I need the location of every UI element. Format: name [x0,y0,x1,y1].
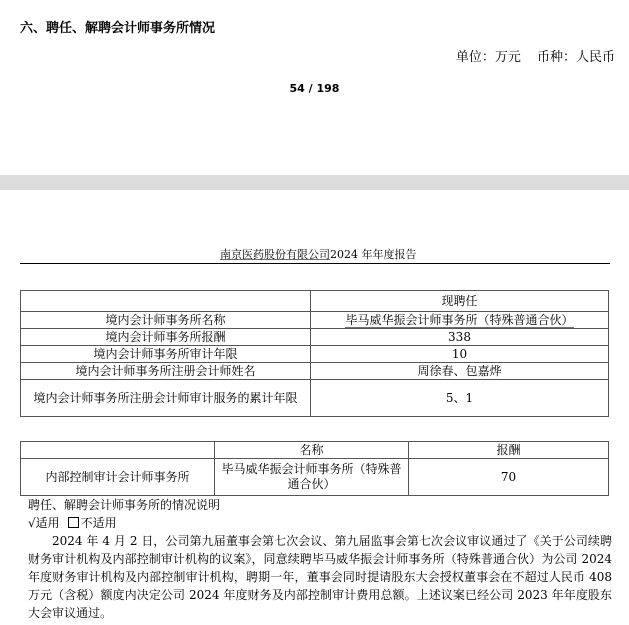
unit-label: 单位：万元 [455,50,521,65]
table-row [21,459,609,496]
table-header-row [21,291,609,312]
checkbox-icon [68,517,79,528]
explanation-title: 聘任、解聘会计师事务所的情况说明 [28,498,221,512]
table-header-row [21,442,609,459]
row-label: 境内会计师事务所名称 [21,312,311,329]
section-title: 六、聘任、解聘会计师事务所情况 [20,21,216,36]
row-value [311,312,609,329]
internal-control-auditor-table [20,441,609,496]
table-row [21,329,609,346]
column-header: 报酬 [409,442,609,459]
table-cell [21,442,215,459]
row-value: 10 [311,346,609,363]
applicable-label: 适用 [35,516,60,530]
row-label: 境内会计师事务所报酬 [21,329,311,346]
report-running-header [220,246,417,262]
table-row [21,346,609,363]
row-value: 周徐春、包嘉烨 [311,363,609,380]
row-value: 338 [311,329,609,346]
row-label: 境内会计师事务所注册会计师姓名 [21,363,311,380]
company-name: 南京医药股份有限公司 [220,248,330,261]
table-row [21,380,609,417]
table-cell [21,291,311,312]
header-rule [20,263,610,264]
table-row [21,312,609,329]
row-label: 境内会计师事务所审计年限 [21,346,311,363]
explanation-paragraph: 2024 年 4 月 2 日，公司第九届董事会第七次会议、第九届监事会第七次会议审议通过了《关于公司续聘财务审计机构及内部控制审计机构的议案》，同意续聘毕马威华振会计师事务所（特殊普通合伙）为公司 2024 年度财务审计机构及内部控制审计机构，聘期一年，董事会同时提请股东大会授权董事会在不超过人民币 408 万元（含税）额度内决定公司 2024 年度财务及内部控制审计费用总额。上述议案已经公司 2023 年年度股东大会审议通过。 [28,534,612,620]
row-value: 毕马威华振会计师事务所（特殊普通合伙） [215,459,409,496]
column-header: 现聘任 [311,291,609,312]
page-separator [0,175,629,190]
row-label: 境内会计师事务所注册会计师审计服务的累计年限 [21,380,311,417]
row-value: 5、1 [311,380,609,417]
currency-label: 币种：人民币 [536,50,615,65]
check-mark-icon: √ [28,516,36,530]
firm-name: 毕马威华振会计师事务所（特殊普通合伙） [345,312,574,327]
not-applicable-label: 不适用 [80,516,117,530]
applicability-choice [28,514,117,531]
page-counter: 54 / 198 [289,82,340,95]
row-value: 70 [409,459,609,496]
row-label: 内部控制审计会计师事务所 [21,459,215,496]
report-title: 2024 年年度报告 [330,248,417,261]
auditor-table [20,290,609,417]
column-header: 名称 [215,442,409,459]
unit-currency-line [444,46,615,65]
table-row [21,363,609,380]
